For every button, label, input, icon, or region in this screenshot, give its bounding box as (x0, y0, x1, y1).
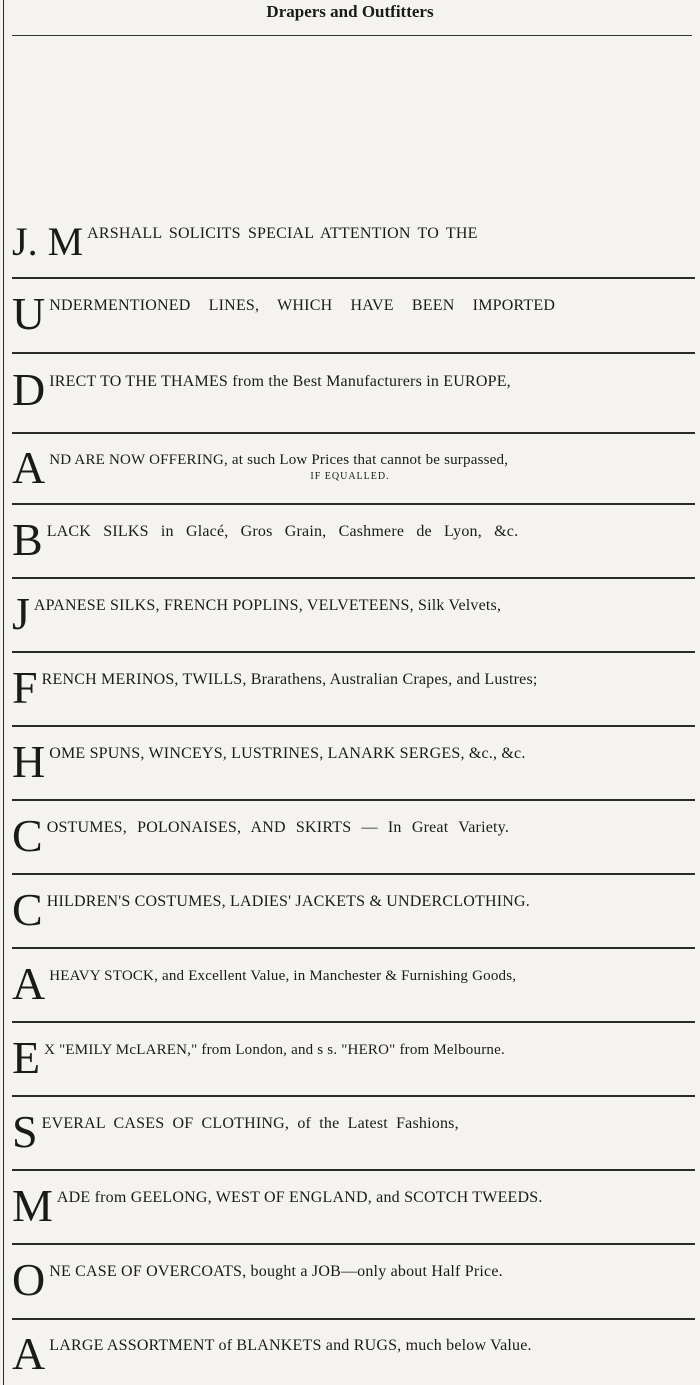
line-text: ADE from GEELONG, WEST OF ENGLAND, and SCOTCH TWEEDS. (56, 1189, 543, 1206)
drop-initial: F (12, 668, 38, 708)
drop-initial: S (12, 1112, 38, 1152)
ad-line-8 (12, 742, 696, 782)
drop-initial: J. M (12, 222, 84, 262)
drop-initial: A (12, 1334, 46, 1374)
ad-line-14 (12, 1186, 696, 1226)
drop-initial: J (12, 594, 30, 634)
drop-initial: U (12, 294, 46, 334)
divider-rule (12, 1021, 695, 1023)
line-text: ARSHALL SOLICITS SPECIAL ATTENTION TO THE (87, 225, 478, 242)
line-text: RENCH MERINOS, TWILLS, Brarathens, Australian Crapes, and Lustres; (41, 671, 538, 688)
divider-rule (12, 1243, 695, 1245)
line-text: ND ARE NOW OFFERING, at such Low Prices that cannot be surpassed, (49, 452, 509, 468)
divider-rule (12, 799, 695, 801)
ad-line-2 (12, 294, 696, 334)
drop-initial: H (12, 742, 46, 782)
divider-rule (12, 277, 695, 279)
divider-rule (12, 1169, 695, 1171)
divider-rule (12, 651, 695, 653)
section-heading: Drapers and Outfitters (266, 2, 434, 21)
line-text: HEAVY STOCK, and Excellent Value, in Manchester & Furnishing Goods, (49, 968, 517, 984)
divider-rule (12, 352, 695, 354)
drop-initial: C (12, 816, 43, 856)
ad-line-3 (12, 370, 696, 410)
ad-line-4 (12, 448, 696, 488)
line-text: EVERAL CASES OF CLOTHING, of the Latest Fashions, (41, 1115, 459, 1132)
ad-line-12 (12, 1038, 696, 1078)
divider-rule (12, 503, 695, 505)
ad-line-5 (12, 520, 696, 560)
divider-rule (12, 947, 695, 949)
divider-rule (12, 577, 695, 579)
divider-rule (12, 1095, 695, 1097)
drop-initial: A (12, 448, 46, 488)
ad-line-10 (12, 890, 696, 930)
ad-line-11 (12, 964, 696, 1004)
divider-rule (12, 725, 695, 727)
drop-initial: A (12, 964, 46, 1004)
drop-initial: C (12, 890, 43, 930)
ad-line-1 (12, 222, 696, 262)
divider-rule (12, 873, 695, 875)
ad-line-6 (12, 594, 696, 634)
divider-rule (12, 1318, 695, 1320)
ad-line-7 (12, 668, 696, 708)
drop-initial: E (12, 1038, 41, 1078)
ad-line-13 (12, 1112, 696, 1152)
drop-initial: D (12, 370, 46, 410)
line-text: NDERMENTIONED LINES, WHICH HAVE BEEN IMPORTED (49, 297, 556, 314)
line-text: IRECT TO THE THAMES from the Best Manufacturers in EUROPE, (49, 373, 511, 390)
line-text: X "EMILY McLAREN," from London, and s s. "HERO" from Melbourne. (44, 1042, 505, 1058)
line-text: APANESE SILKS, FRENCH POPLINS, VELVETEENS, Silk Velvets, (33, 597, 502, 614)
ad-line-16 (12, 1334, 696, 1374)
drop-initial: B (12, 520, 43, 560)
line-text: OSTUMES, POLONAISES, AND SKIRTS — In Great Variety. (46, 819, 510, 836)
ad-line-15 (12, 1260, 696, 1300)
ad-line-9 (12, 816, 696, 856)
line-text: NE CASE OF OVERCOATS, bought a JOB—only about Half Price. (49, 1263, 503, 1280)
heading-rule (12, 35, 692, 36)
drop-initial: O (12, 1260, 46, 1300)
line-text: OME SPUNS, WINCEYS, LUSTRINES, LANARK SERGES, &c., &c. (49, 745, 526, 762)
line-text: LACK SILKS in Glacé, Gros Grain, Cashmere de Lyon, &c. (46, 523, 519, 540)
line-subtext: IF EQUALLED. (310, 471, 390, 482)
drop-initial: M (12, 1186, 53, 1226)
left-border-line (3, 0, 4, 1385)
line-text: HILDREN'S COSTUMES, LADIES' JACKETS & UNDERCLOTHING. (46, 893, 530, 910)
divider-rule (12, 432, 695, 434)
line-text: LARGE ASSORTMENT of BLANKETS and RUGS, much below Value. (49, 1337, 532, 1354)
